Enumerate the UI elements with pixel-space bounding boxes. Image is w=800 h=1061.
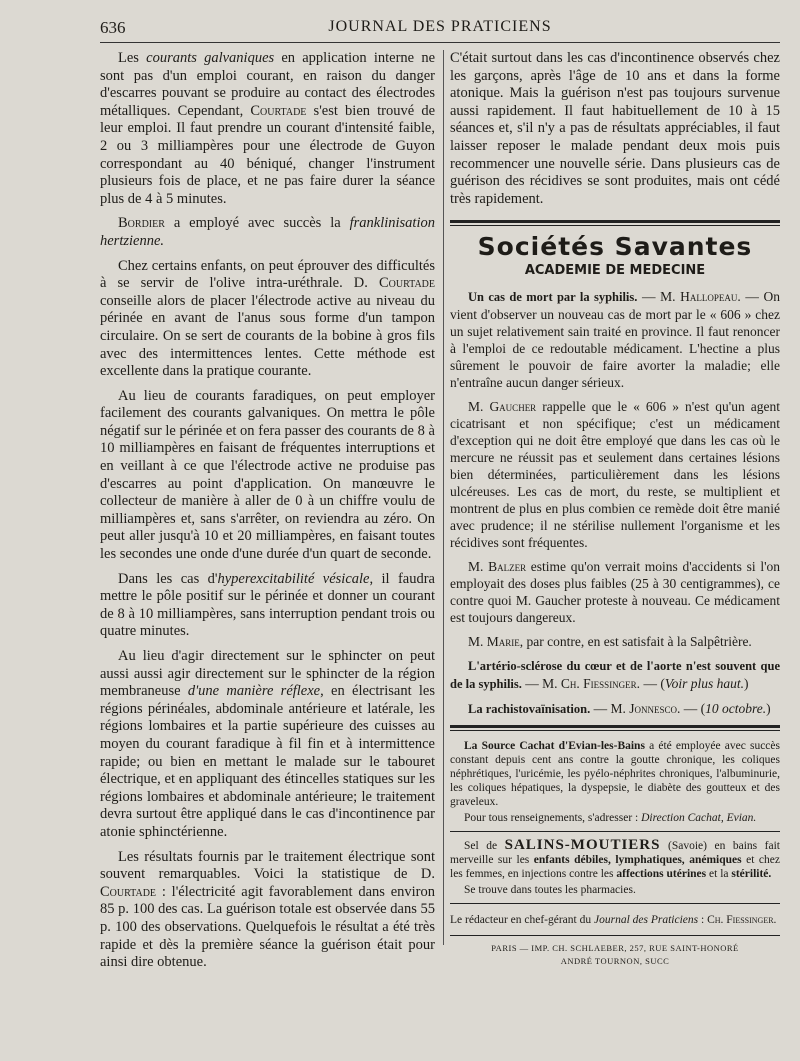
ad-rule-thin <box>450 730 780 731</box>
paragraph: Au lieu de courants faradiques, on peut employer facilement des courants galvaniques. On mettra le pôle négatif sur le périnée et on fera passer des courants de 8 à 10 milliampères en faisant de fréquentes interruptions et en veillant à ce que l'électrode active ne produise pas d'escarres au point d'application. On manœuvre le collecteur de manière à aller de 0 à un chiffre voulu de milliampères et, sans s'arrêter, on reviendra au zéro. On peut aller jusqu'à 10 et 20 milliampères, en faisant toutes les secondes une onde d'une durée d'un quart de seconde. <box>100 387 435 563</box>
header-rule <box>100 42 780 43</box>
editor-line: Le rédacteur en chef-gérant du Journal des Praticiens : Ch. Fiessinger. <box>450 913 777 926</box>
paragraph: C'était surtout dans les cas d'incontinence observés chez les garçons, après l'âge de 10 ans et dans la forme atonique. Mais la guérison n'est pas toujours survenue aussi rapidement. Il faut habituellement de 10 à 15 séances et, s'il n'y a pas de résultats appréciables, il faut laisser reposer le malade pendant deux mois puis recommencer une nouvelle série. Dans plusieurs cas de guérison des récidives se sont produites, mais ont cédé très rapidement. <box>450 50 780 207</box>
paragraph: Les courants galvaniques en application interne ne sont pas d'un emploi courant, en raison du danger d'escarres pouvant se produire au contact des électrodes métalliques. Cependant, Courtade s'est bien trouvé de leur emploi. Il faut prendre un courant d'intensité faible, 2 ou 3 milliampères pour une électrode de Guyon correspondant au 40 béniqué, changer l'instrument plusieurs fois de place, et ne pas faire durer la séance plus de 4 à 5 minutes. <box>100 50 436 207</box>
journal-title: JOURNAL DES PRATICIENS <box>328 18 552 35</box>
page-number: 636 <box>100 18 126 37</box>
paragraph: Au lieu d'agir directement sur le sphincter on peut aussi aussi agir directement sur le sphincter de la région membraneuse d'une manière réflexe, en électrisant les régions périnéales, abdominale antérieure et latérale, les régions lombaires et la partie supérieure des cuisses au moyen du courant faradique à fil fin et à intermittence rapide; ou bien en mettant le malade sur le tabouret électrique, et en appliquant des étincelles statiques sur les régions lombaires et abdominale antérieure; le traitement devra surtout être appliqué dans le cas d'incontinence par atonie sphinctérienne. <box>100 648 435 840</box>
page-header <box>100 18 780 40</box>
right-column <box>450 50 780 968</box>
advertisement-salins: Sel de SALINS-MOUTIERS (Savoie) en bains fait merveille sur les enfants débiles, lymphatiques, anémiques et chez les femmes, en injections contre les affections utérines et la stérilité. Se trouve dans toutes les pharmacies. <box>450 836 780 896</box>
section-title: Sociétés Savantes <box>477 232 753 262</box>
academy-reports <box>450 288 780 718</box>
ad-rule <box>450 725 780 728</box>
report: La rachistovaïnisation. — M. Jonnesco. — (10 octobre.) <box>468 700 771 716</box>
footer-rule <box>450 903 780 904</box>
paragraph: Dans les cas d'hyperexcitabilité vésicale, il faudra mettre le pôle positif sur le périnée et donner un courant de 8 à 10 milliampères, sans interruption pendant trois ou quatre minutes. <box>100 570 435 640</box>
ad-divider <box>450 831 780 832</box>
imprint-rule <box>450 935 780 936</box>
report: M. Gaucher rappelle que le « 606 » n'est qu'un agent cicatrisant et non spécifique; c'est un médicament d'exception qui ne doit être employé que dans les cas où le mercure ne réussit pas et seulement dans certaines lésions bien déterminées, particulièrement dans les lésions ulcéreuses. Les cas de mort, du reste, se multiplient et montrent de plus en plus combien ce remède doit être manié avec prudence; il ne stérilise nullement l'organisme et les récidives sont fréquentes. <box>450 398 780 550</box>
paragraph: Bordier a employé avec succès la franklinisation hertzienne. <box>100 215 435 249</box>
report: M. Marie, par contre, en est satisfait à la Salpêtrière. <box>468 633 752 649</box>
subsection-title: ACADEMIE DE MEDECINE <box>524 262 706 278</box>
left-column <box>100 50 435 979</box>
section-rule <box>450 220 780 223</box>
report: L'artério-sclérose du cœur et de l'aorte n'est souvent que de la syphilis. — M. Ch. Fiessinger. — (Voir plus haut.) <box>450 658 780 691</box>
report: Un cas de mort par la syphilis. — M. Hallopeau. — On vient d'observer un nouveau cas de mort par le « 606 » chez un sujet relativement sain traité en province. Il faut renoncer à l'emploi de ce redoutable médicament. L'hectine a plus sûrement le pouvoir de faire avorter la maladie; elle n'entraîne aucun danger sérieux. <box>450 288 780 390</box>
report: M. Balzer estime qu'on verrait moins d'accidents si l'on employait des doses plus faibles (25 à 30 centigrammes), ce contre quoi M. Gaucher proteste à nouveau. Ce médicament est toujours dangereux. <box>450 558 780 625</box>
printer-imprint: PARIS — IMP. CH. SCHLAEBER, 257, RUE SAINT-HONORÉ ANDRÉ TOURNON, SUCC <box>491 943 739 967</box>
column-divider <box>443 50 444 945</box>
advertisement-cachat: La Source Cachat d'Evian-les-Bains a été employée avec succès constant depuis cent ans contre la goutte chronique, les coliques néphrétiques, l'uricémie, les pyélo-néphrites chroniques, l'albuminurie, les coliques hépatiques, la dyspepsie, le diabète des goutteux et des graveleux. Pour tous renseignements, s'adresser : Direction Cachat, Evian. <box>450 739 780 824</box>
section-rule-thin <box>450 225 780 226</box>
paragraph: Chez certains enfants, on peut éprouver des difficultés à se servir de l'olive intra-uréthrale. D. Courtade conseille alors de placer l'électrode active au niveau du périnée en avant de l'anus sous forme d'un tampon circulaire. On se sert de courants de la bobine à gros fils avec des intermittences lentes. Cette méthode est excellente dans la pratique courante. <box>100 257 435 380</box>
paragraph: Les résultats fournis par le traitement électrique sont souvent remarquables. Voici la statistique de D. Courtade : l'électricité agit favorablement dans environ 85 p. 100 des cas. La guérison totale est observée dans 55 p. 100 des observations. Quelquefois le résultat a été très rapide et dès la première séance la guérison était pour ainsi dire obtenue. <box>100 848 435 971</box>
